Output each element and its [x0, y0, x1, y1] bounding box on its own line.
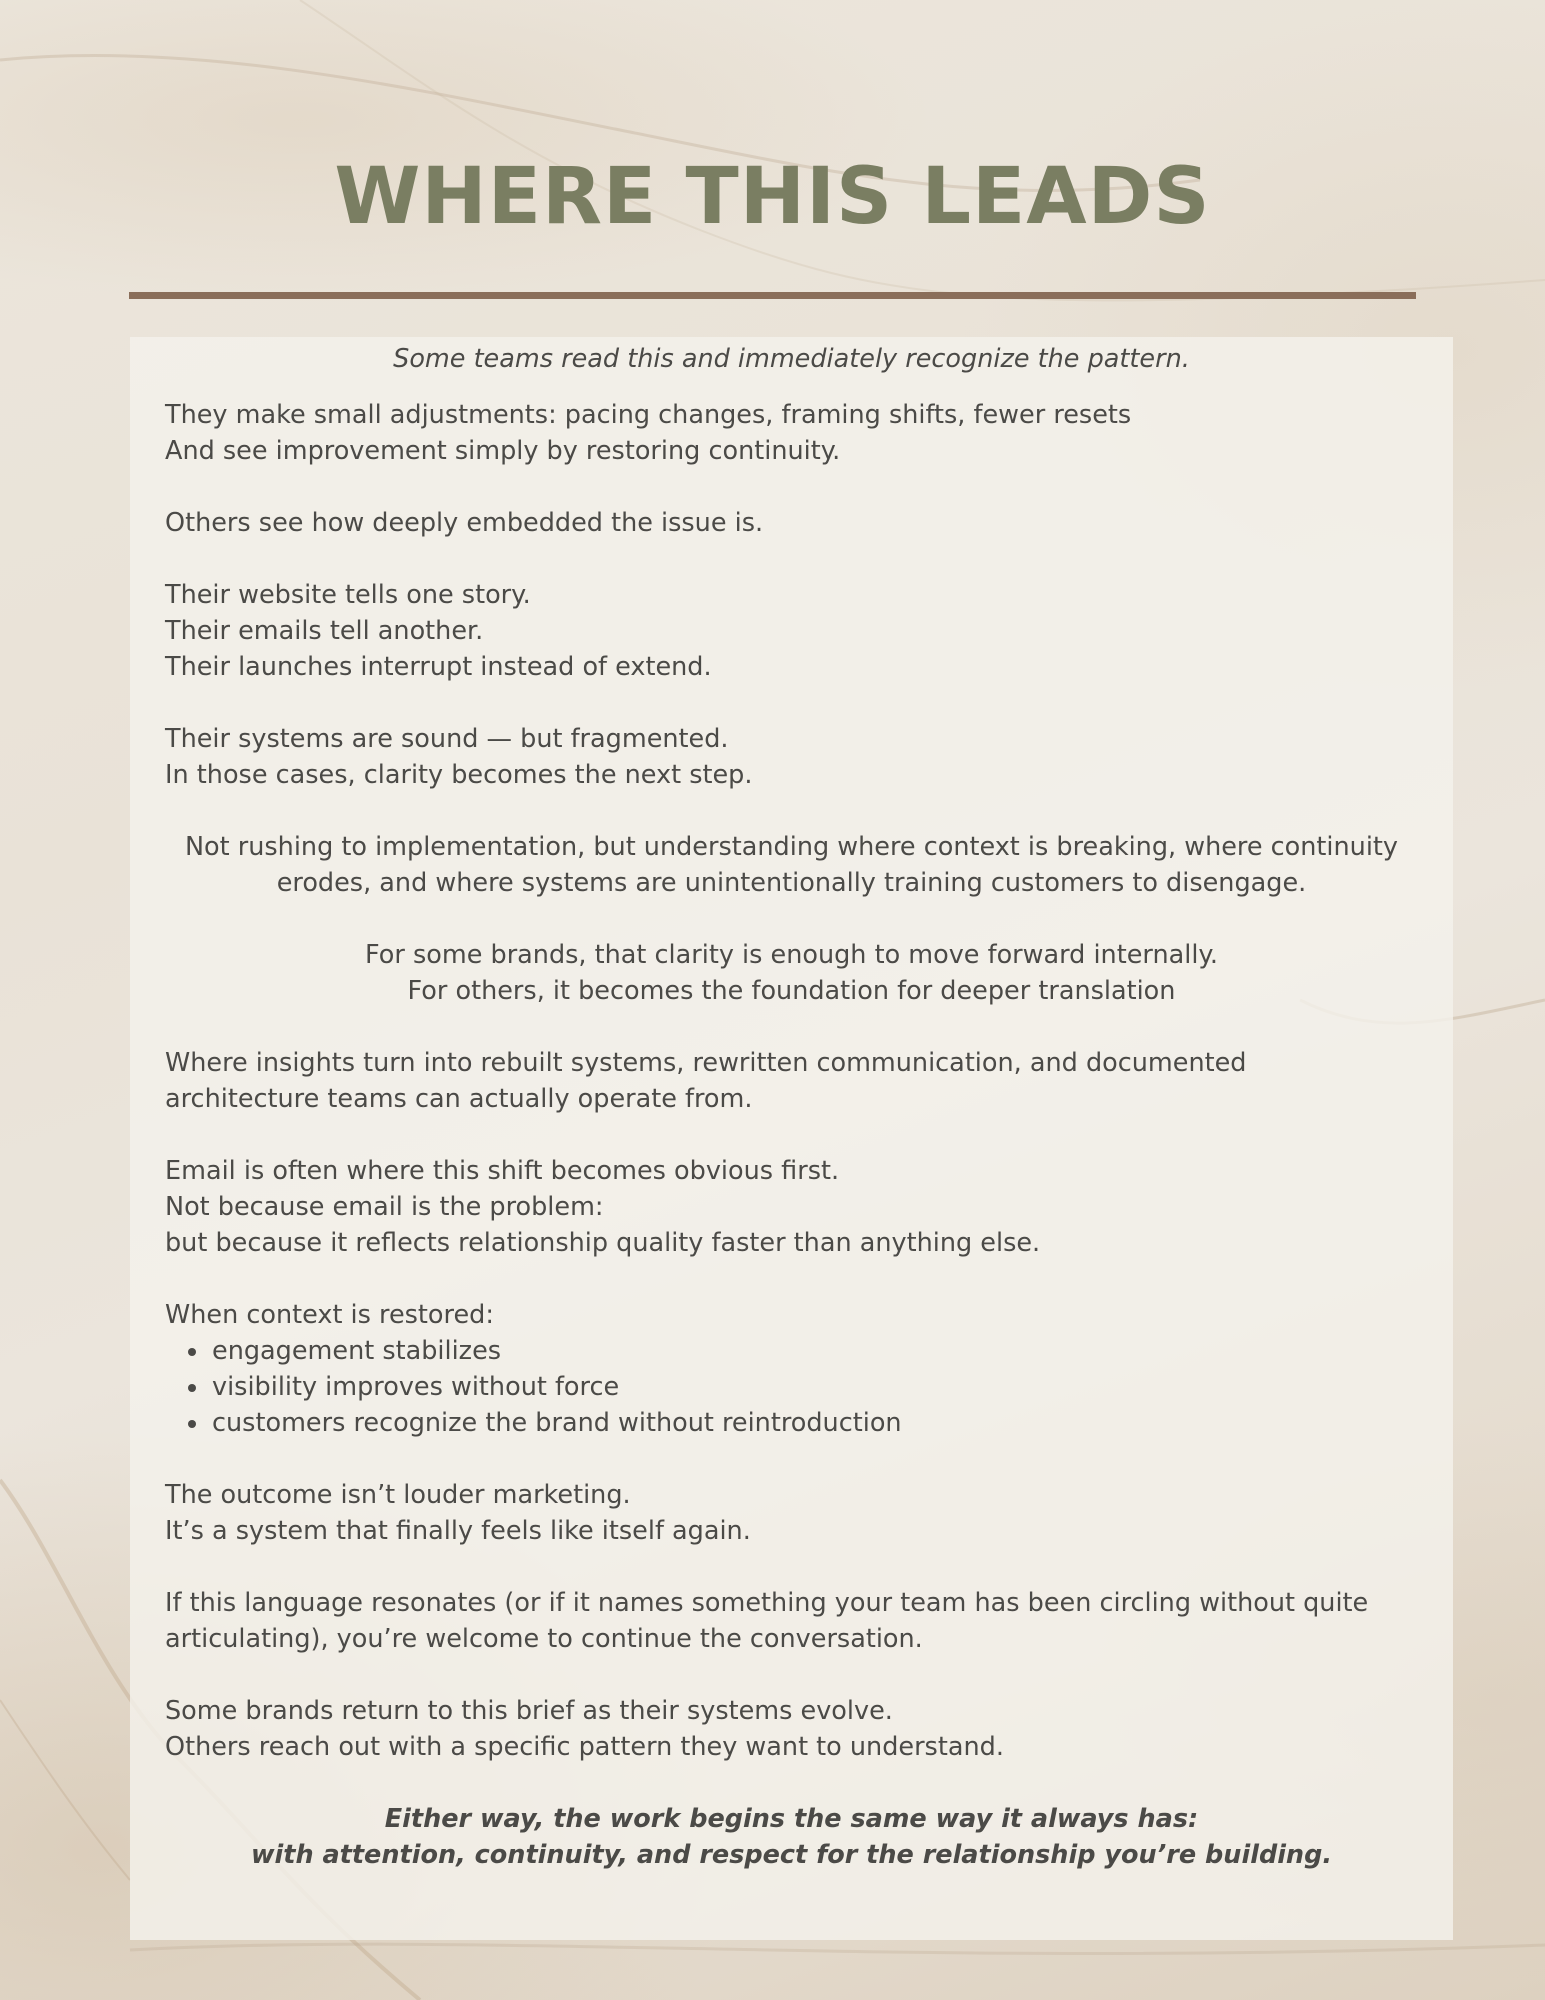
stories-paragraph — [165, 577, 1418, 685]
content-panel — [130, 337, 1453, 1940]
text-line: The outcome isn’t louder marketing. — [165, 1480, 631, 1510]
text-line: but because it reflects relationship quality faster than anything else. — [165, 1228, 1041, 1258]
not-rushing-text: Not rushing to implementation, but understanding where context is breaking, where continuity erodes, and where systems are unintentionally training customers to disengage. — [184, 832, 1399, 898]
text-line: Email is often where this shift becomes obvious first. — [165, 1156, 840, 1186]
text-line: with attention, continuity, and respect for the relationship you’re building. — [250, 1840, 1333, 1870]
text-line: Others reach out with a specific pattern they want to understand. — [165, 1732, 1004, 1762]
systems-paragraph — [165, 721, 1418, 793]
insights-text: Where insights turn into rebuilt systems, rewritten communication, and documented architecture teams can actually operate from. — [165, 1048, 1247, 1114]
return-paragraph — [165, 1693, 1418, 1765]
text-line: Their emails tell another. — [165, 616, 484, 646]
context-heading: When context is restored: — [165, 1300, 494, 1330]
text-line: It’s a system that finally feels like itself again. — [165, 1516, 751, 1546]
list-item: • customers recognize the brand without reintroduction — [210, 1405, 1418, 1441]
context-bullet-list — [165, 1333, 1418, 1441]
closing-statement — [165, 1801, 1418, 1873]
text-line: Not because email is the problem: — [165, 1192, 604, 1222]
others-see-text: Others see how deeply embedded the issue is. — [165, 508, 764, 538]
list-item: • engagement stabilizes — [210, 1333, 1418, 1369]
text-line: Some brands return to this brief as their systems evolve. — [165, 1696, 893, 1726]
text-line: For others, it becomes the foundation for deeper translation — [407, 976, 1176, 1006]
adjustments-paragraph — [165, 397, 1418, 469]
list-item: • visibility improves without force — [210, 1369, 1418, 1405]
text-line: Either way, the work begins the same way it always has: — [384, 1804, 1199, 1834]
text-line: For some brands, that clarity is enough to move forward internally. — [365, 940, 1218, 970]
text-line: Their website tells one story. — [165, 580, 531, 610]
outcome-paragraph — [165, 1477, 1418, 1549]
text-line: Their systems are sound — but fragmented. — [165, 724, 729, 754]
intro-text: Some teams read this and immediately recognize the pattern. — [393, 344, 1190, 374]
clarity-paragraph — [165, 937, 1418, 1009]
email-paragraph — [165, 1153, 1418, 1261]
text-line: In those cases, clarity becomes the next step. — [165, 760, 753, 790]
text-line: Their launches interrupt instead of extend. — [165, 652, 712, 682]
title-divider — [129, 292, 1416, 299]
text-line: And see improvement simply by restoring continuity. — [165, 436, 841, 466]
text-line: They make small adjustments: pacing changes, framing shifts, fewer resets — [165, 400, 1132, 430]
page-title: WHERE THIS LEADS — [334, 152, 1211, 242]
resonates-text: If this language resonates (or if it names something your team has been circling without quite articulating), you’re welcome to continue the conversation. — [165, 1588, 1369, 1654]
